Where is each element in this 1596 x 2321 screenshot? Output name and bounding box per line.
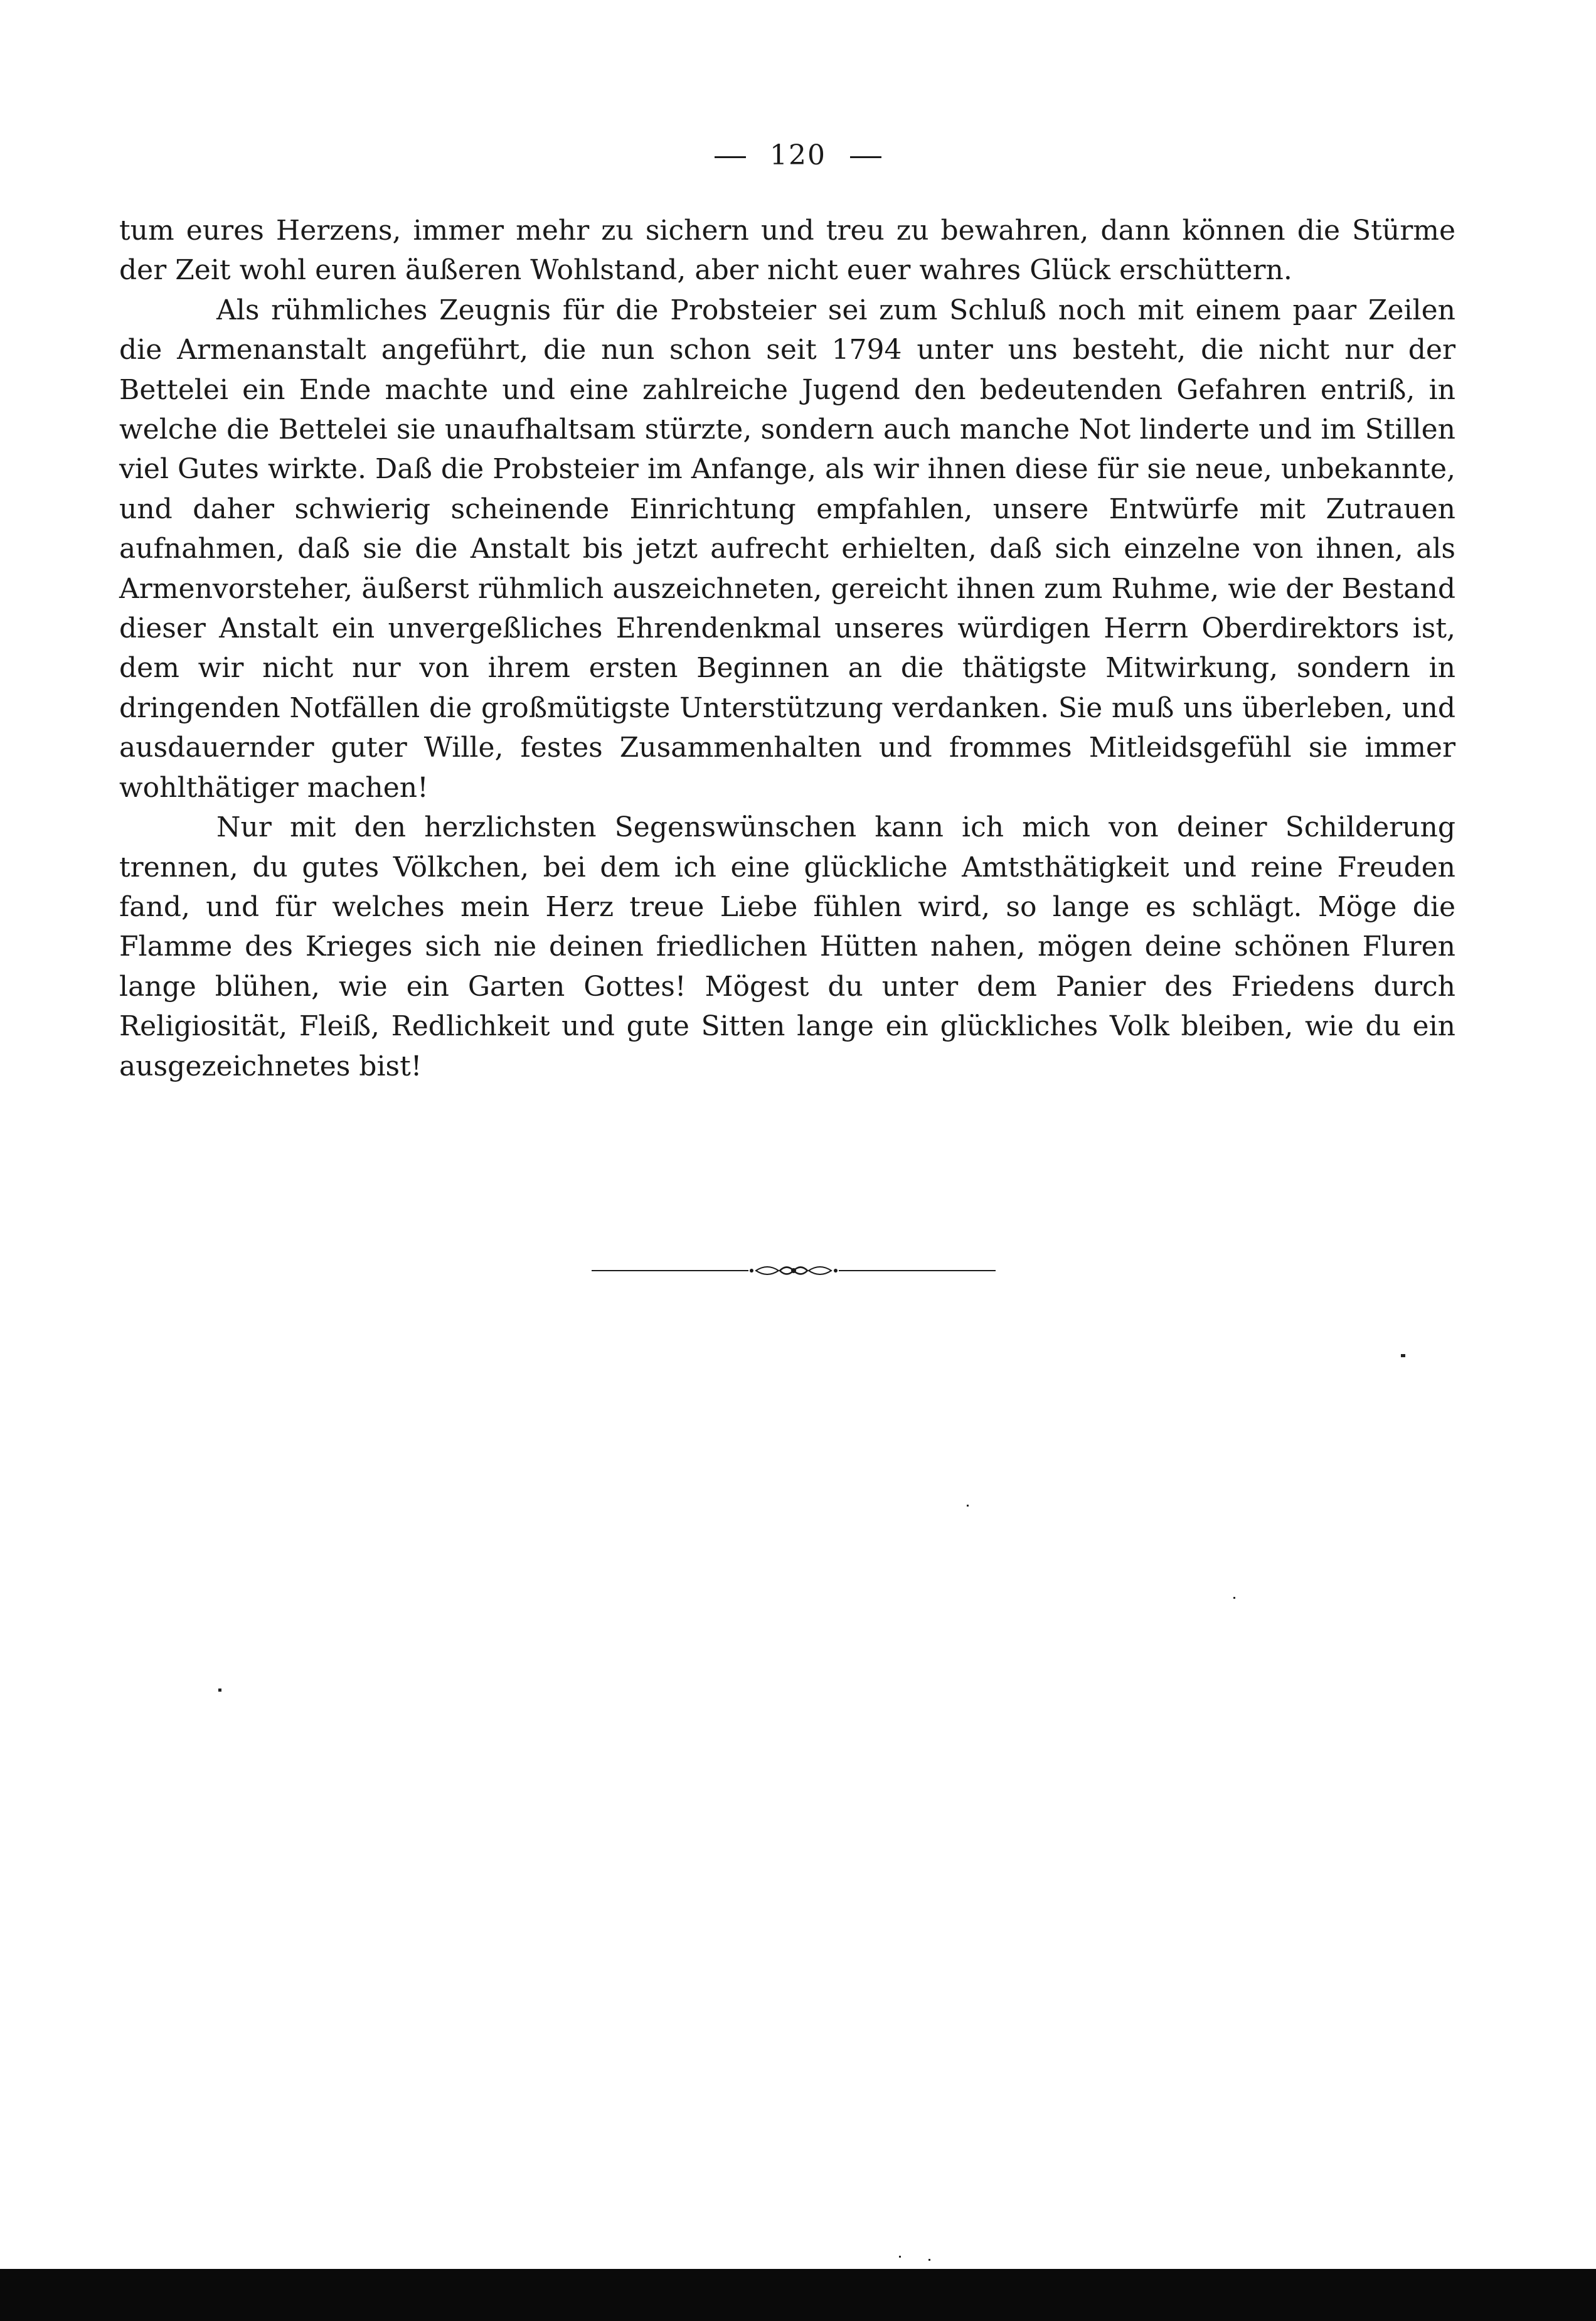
paragraph-continuation: tum eures Herzens, immer mehr zu sichern und treu zu bewahren, dann können die Stürme der Zeit wohl euren äußeren Wohlstand, aber nicht euer wahres Glück erschüttern. <box>119 215 1455 287</box>
scan-speck <box>928 2259 930 2261</box>
scan-speck <box>1233 1597 1235 1599</box>
page-number <box>0 139 1596 171</box>
page-number-text: 120 <box>770 139 826 171</box>
scan-speck <box>218 1689 221 1692</box>
scan-speck <box>1401 1354 1405 1357</box>
text-body <box>119 211 1455 1086</box>
scan-bottom-border <box>0 2269 1596 2321</box>
page-number-dash-right <box>850 156 881 158</box>
paragraph-armenanstalt: Als rühmliches Zeugnis für die Probsteier sei zum Schluß noch mit einem paar Zeilen die Armenanstalt angeführt, die nun schon seit 1794 unter uns besteht, die nicht nur der Bettelei ein Ende machte und eine zahlreiche Jugend den bedeutenden Gefahren entriß, in welche die Bettelei sie unaufhaltsam stürzte, sondern auch manche Not linderte und im Stillen viel Gutes wirkte. Daß die Probsteier im Anfange, als wir ihnen diese für sie neue, unbekannte, und daher schwierig scheinende Einrichtung empfahlen, unsere Entwürfe mit Zutrauen aufnahmen, daß sie die Anstalt bis jetzt aufrecht erhielten, daß sich einzelne von ihnen, als Armenvorsteher, äußerst rühmlich auszeichneten, gereicht ihnen zum Ruhme, wie der Bestand dieser Anstalt ein unvergeßliches Ehrendenkmal unseres würdigen Herrn Oberdirektors ist, dem wir nicht nur von ihrem ersten Beginnen an die thätigste Mitwirkung, sondern in dringenden Notfällen die großmütigste Unterstützung verdanken. Sie muß uns überleben, und ausdauernder guter Wille, festes Zusammenhalten und frommes Mitleidsgefühl sie immer wohlthätiger machen! <box>119 294 1455 804</box>
scan-speck <box>967 1505 969 1507</box>
scan-speck <box>899 2256 901 2258</box>
page-number-dash-left <box>715 156 746 158</box>
paragraph-farewell: Nur mit den herzlichsten Segenswünschen kann ich mich von deiner Schilderung trennen, du gutes Völkchen, bei dem ich eine glückliche Amtsthätigkeit und reine Freuden fand, und für welches mein Herz treue Liebe fühlen wird, so lange es schlägt. Möge die Flamme des Krieges sich nie deinen friedlichen Hütten nahen, mögen deine schönen Fluren lange blühen, wie ein Garten Gottes! Mögest du unter dem Panier des Friedens durch Religiosität, Fleiß, Redlichkeit und gute Sitten lange ein glückliches Volk bleiben, wie du ein ausgezeichnetes bist! <box>119 811 1455 1082</box>
ornament-divider <box>592 1261 996 1280</box>
